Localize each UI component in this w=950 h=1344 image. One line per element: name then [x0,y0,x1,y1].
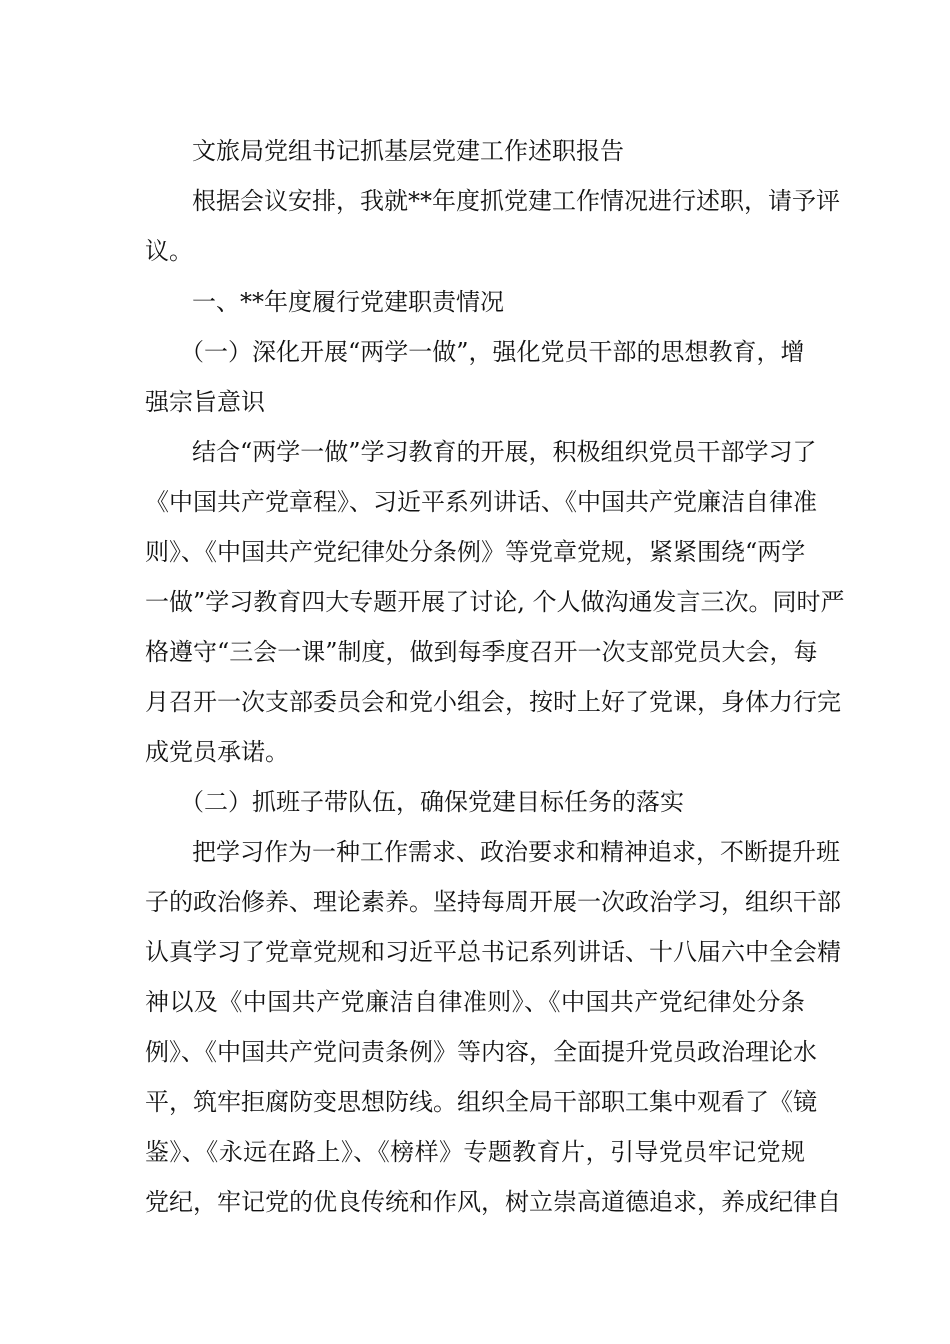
paragraph-line: 结合“两学一做”学习教育的开展，积极组织党员干部学习了 [192,438,817,466]
paragraph-line: 例》、《中国共产党问责条例》等内容，全面提升党员政治理论水 [145,1038,817,1066]
paragraph-line: 一做”学习教育四大专题开展了讨论, 个人做沟通发言三次。同时严 [145,588,845,616]
document-title: 文旅局党组书记抓基层党建工作述职报告 [192,137,624,165]
paragraph-line: 根据会议安排，我就**年度抓党建工作情况进行述职，请予评 [192,187,840,215]
paragraph-line: 神以及《中国共产党廉洁自律准则》、《中国共产党纪律处分条 [145,988,805,1016]
paragraph-line: 党纪，牢记党的优良传统和作风，树立崇高道德追求，养成纪律自 [145,1188,841,1216]
paragraph-line: 议。 [145,237,193,265]
paragraph-line: 认真学习了党章党规和习近平总书记系列讲话、十八届六中全会精 [145,938,841,966]
paragraph-line: 把学习作为一种工作需求、政治要求和精神追求，不断提升班 [192,838,840,866]
subsection-heading: （一）深化开展“两学一做”，强化党员干部的思想教育，增 [180,338,805,366]
paragraph-line: 子的政治修养、理论素养。坚持每周开展一次政治学习，组织干部 [145,888,841,916]
paragraph-line: 鉴》、《永远在路上》、《榜样》专题教育片，引导党员牢记党规 [145,1138,805,1166]
subsection-heading: （二）抓班子带队伍，确保党建目标任务的落实 [180,788,684,816]
paragraph-line: 格遵守“三会一课”制度，做到每季度召开一次支部党员大会，每 [145,638,818,666]
paragraph-line: 《中国共产党章程》、习近平系列讲话、《中国共产党廉洁自律准 [145,488,817,516]
paragraph-line: 平，筑牢拒腐防变思想防线。组织全局干部职工集中观看了《镜 [145,1088,817,1116]
paragraph-line: 成党员承诺。 [145,738,289,766]
subsection-heading-continued: 强宗旨意识 [145,388,265,416]
paragraph-line: 月召开一次支部委员会和党小组会，按时上好了党课，身体力行完 [145,688,841,716]
section-heading: 一、**年度履行党建职责情况 [192,288,504,316]
paragraph-line: 则》、《中国共产党纪律处分条例》等党章党规，紧紧围绕“两学 [145,538,806,566]
